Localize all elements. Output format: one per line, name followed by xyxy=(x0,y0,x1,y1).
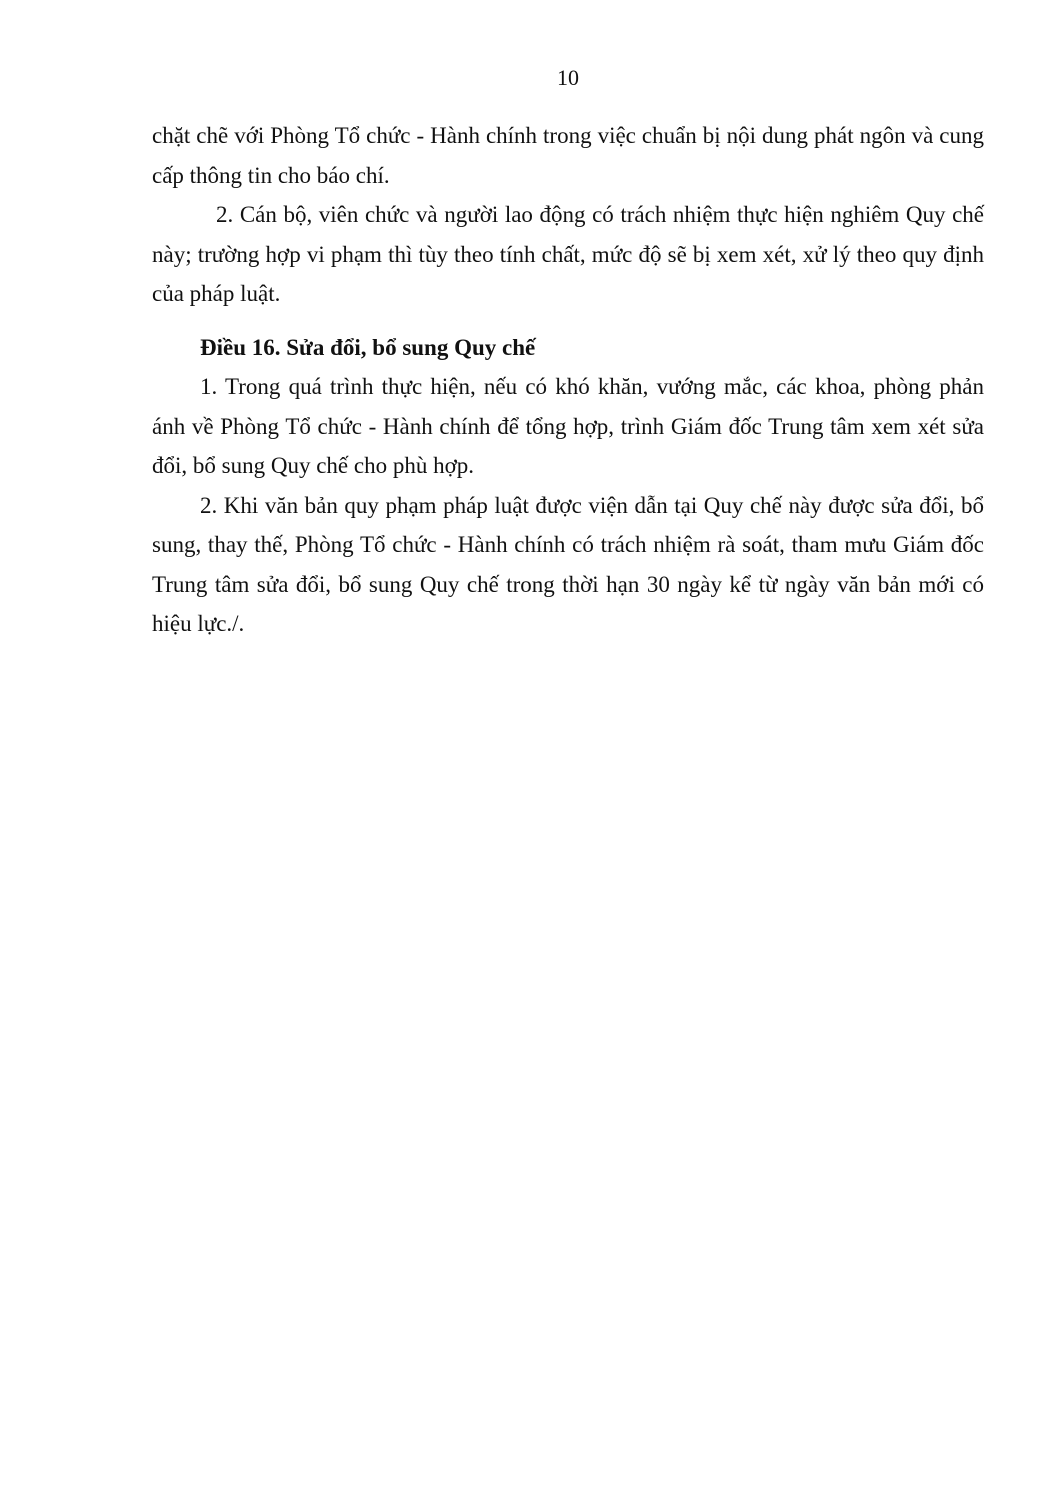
document-body xyxy=(152,116,984,644)
article-16-paragraph-2: 2. Khi văn bản quy phạm pháp luật được viện dẫn tại Quy chế này được sửa đổi, bổ sung, thay thế, Phòng Tổ chức - Hành chính có trách nhiệm rà soát, tham mưu Giám đốc Trung tâm sửa đổi, bổ sung Quy chế trong thời hạn 30 ngày kể từ ngày văn bản mới có hiệu lực./. xyxy=(152,492,984,636)
page-number: 10 xyxy=(557,65,579,90)
paragraph-item-2: 2. Cán bộ, viên chức và người lao động có trách nhiệm thực hiện nghiêm Quy chế này; trường hợp vi phạm thì tùy theo tính chất, mức độ sẽ bị xem xét, xử lý theo quy định của pháp luật. xyxy=(152,202,984,306)
article-16-paragraph-1: 1. Trong quá trình thực hiện, nếu có khó khăn, vướng mắc, các khoa, phòng phản ánh về Phòng Tổ chức - Hành chính để tổng hợp, trình Giám đốc Trung tâm xem xét sửa đổi, bổ sung Quy chế cho phù hợp. xyxy=(152,374,984,478)
paragraph-continued: chặt chẽ với Phòng Tổ chức - Hành chính trong việc chuẩn bị nội dung phát ngôn và cung cấp thông tin cho báo chí. xyxy=(152,123,984,188)
article-16-heading: Điều 16. Sửa đổi, bổ sung Quy chế xyxy=(200,334,536,360)
